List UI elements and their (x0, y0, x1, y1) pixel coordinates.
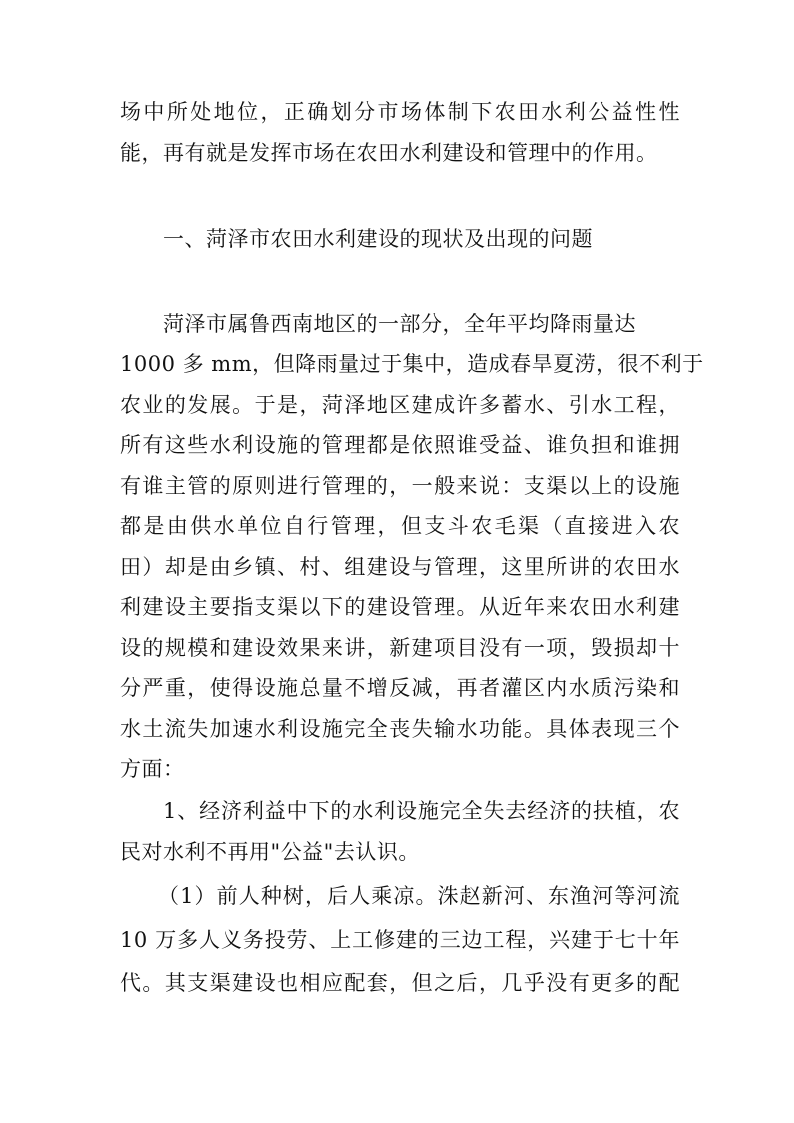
section-heading: 一、菏泽市农田水利建设的现状及出现的问题 (163, 227, 593, 251)
paragraph-line: 所有这些水利设施的管理都是依照谁受益、谁负担和谁拥 (120, 433, 680, 457)
point-line: 1、经济利益中下的水利设施完全失去经济的扶植，农 (163, 799, 680, 823)
intro-line: 场中所处地位，正确划分市场体制下农田水利公益性性 (120, 100, 680, 124)
paragraph-line: 方面： (120, 757, 185, 781)
paragraph-line: 设的规模和建设效果来讲，新建项目没有一项，毁损却十 (120, 636, 680, 660)
sub-point-line: 10 万多人义务投劳、上工修建的三边工程，兴建于七十年 (120, 928, 680, 952)
sub-point-line: 代。其支渠建设也相应配套，但之后，几乎没有更多的配 (120, 971, 680, 995)
point-line: 民对水利不再用"公益"去认识。 (120, 840, 420, 864)
sub-point-line: （1）前人种树，后人乘凉。洙赵新河、东渔河等河流 (158, 884, 680, 908)
paragraph-line: 分严重，使得设施总量不增反减，再者灌区内水质污染和 (120, 676, 680, 700)
intro-line: 能，再有就是发挥市场在农田水利建设和管理中的作用。 (120, 141, 658, 165)
paragraph-line: 利建设主要指支渠以下的建设管理。从近年来农田水利建 (120, 595, 680, 619)
paragraph-line: 农业的发展。于是，菏泽地区建成许多蓄水、引水工程， (120, 393, 680, 417)
paragraph-line: 水土流失加速水利设施完全丧失输水功能。具体表现三个 (120, 717, 680, 741)
paragraph-line: 有谁主管的原则进行管理的，一般来说：支渠以上的设施 (120, 474, 680, 498)
paragraph-line: 菏泽市属鲁西南地区的一部分，全年平均降雨量达 (163, 312, 636, 336)
paragraph-line: 1000 多 mm，但降雨量过于集中，造成春旱夏涝，很不利于 (120, 352, 704, 376)
paragraph-line: 都是由供水单位自行管理，但支斗农毛渠（直接进入农 (120, 514, 680, 538)
paragraph-line: 田）却是由乡镇、村、组建设与管理，这里所讲的农田水 (120, 555, 680, 579)
